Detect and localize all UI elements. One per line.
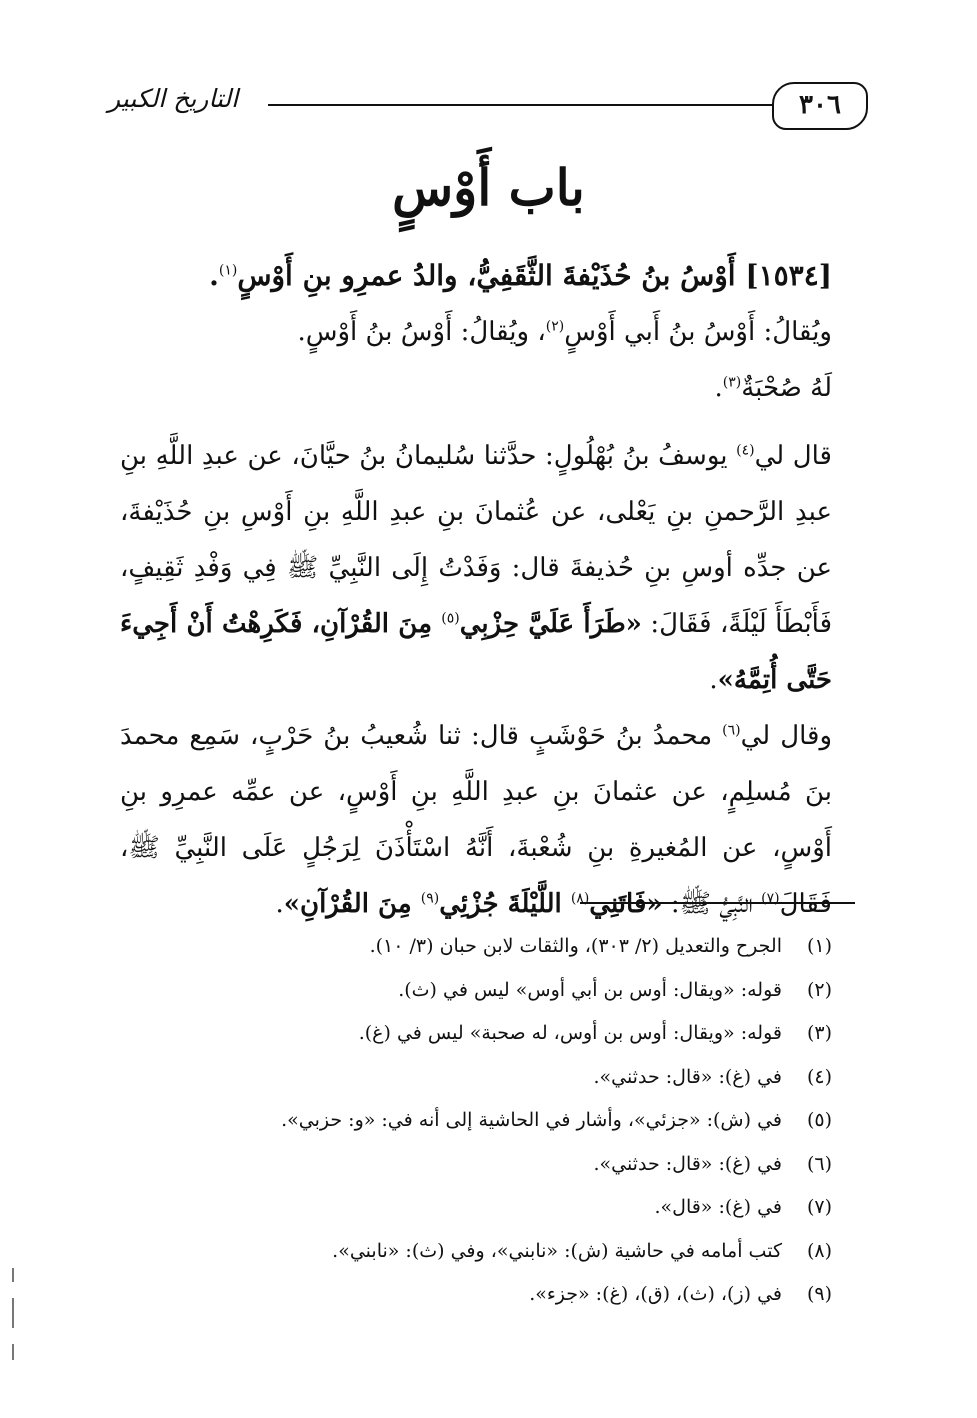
footnotes-list	[120, 925, 832, 1317]
footnote-text: كتب أمامه في حاشية (ش): «نابني»، وفي (ث): «نابني».	[332, 1239, 782, 1262]
entry-name: أَوْسُ بنُ حُذَيْفةَ الثَّقَفِيُّ، والدُ عمرِو بنِ أَوْسٍ	[237, 259, 736, 292]
footnote-number: (٢)	[806, 978, 832, 1001]
scan-mark	[12, 1268, 14, 1282]
spacer	[120, 416, 832, 428]
footnote-text: في (غ): «قال».	[654, 1196, 782, 1218]
footnote-item	[120, 1143, 832, 1187]
footnote-item	[120, 1273, 832, 1317]
footnote-text: قوله: «ويقال: أوس بن أبي أوس» ليس في (ث).	[398, 978, 782, 1001]
footnote-ref[interactable]: (٦)	[722, 722, 741, 739]
hadith-quote: «طَرَأَ عَلَيَّ حِزْبِي	[459, 609, 642, 639]
footnote-item	[120, 1230, 832, 1274]
chapter-title: باب أَوْسٍ	[392, 158, 585, 217]
hadith-quote-2: مِنَ القُرْآنِ، فَكَرِهْتُ أَنْ أَجِيءَ حَتَّى أُتِمَّهُ»	[120, 609, 832, 695]
footnote-number: (٣)	[806, 1022, 832, 1044]
footnote-ref[interactable]: (٥)	[441, 610, 460, 627]
scan-margin-marks	[10, 1268, 14, 1408]
alias-line	[120, 304, 832, 360]
footnote-text: في (غ): «قال: حدثني».	[593, 1065, 782, 1088]
entry-number: [١٥٣٤]	[745, 259, 832, 292]
footnote-text: الجرح والتعديل (٢/ ٣٠٣)، والثقات لابن حبان (٣/ ١٠).	[369, 935, 782, 957]
paragraph-1	[120, 428, 832, 708]
footnote-item	[120, 1056, 832, 1100]
para2-text-1: وقال لي	[740, 721, 832, 751]
main-text	[120, 248, 832, 932]
footnote-text: قوله: «ويقال: أوس بن أوس، له صحبة» ليس في (غ).	[358, 1022, 782, 1044]
footnote-item	[120, 925, 832, 969]
footnote-number: (٨)	[806, 1239, 832, 1262]
entry-heading	[120, 248, 832, 304]
hadith-quote: «فَاتَنِي	[589, 889, 663, 919]
footnote-item	[120, 1186, 832, 1230]
alias-text: ويُقالُ: أَوْسُ بنُ أَبي أَوْسٍ	[564, 317, 832, 347]
paragraph-2	[120, 708, 832, 932]
footnote-number: (٤)	[806, 1065, 832, 1088]
para1-end: .	[709, 665, 718, 695]
footnote-number: (٦)	[806, 1152, 832, 1175]
alias-text-2: ، ويُقالُ: أَوْسُ بنُ أَوْسٍ.	[297, 317, 546, 347]
scan-mark	[12, 1344, 14, 1360]
entry-end: .	[209, 259, 219, 292]
page-number: ٣٠٦	[772, 82, 868, 130]
footnote-number: (٧)	[806, 1196, 832, 1218]
footnote-item	[120, 969, 832, 1013]
sahaba-text: لَهُ صُحْبَةٌ	[741, 373, 832, 403]
footnote-separator	[580, 902, 855, 904]
footnote-text: في (ش): «جزئي»، وأشار في الحاشية إلى أنه في: «و: حزبي».	[281, 1109, 782, 1131]
para2-text-3: النَّبِيُّ ﷺ:	[662, 889, 762, 919]
footnote-ref[interactable]: (٧)	[761, 890, 780, 907]
para2-end: .	[275, 889, 284, 919]
sahaba-end: .	[714, 373, 723, 403]
footnote-number: (٩)	[806, 1283, 832, 1305]
footnote-text: في (ز)، (ث)، (ق)، (غ): «جزء».	[529, 1283, 782, 1305]
para2-text-2: محمدُ بنُ حَوْشَبٍ قال: ثنا شُعيبُ بنُ حَرْبٍ، سَمِع محمدَ بنَ مُسلِمٍ، عن عثمانَ بنِ عبدِ اللَّهِ بنِ أَوْسٍ، عن عمِّه عمرِو بنِ أَوْسٍ، عن المُغيرةِ بنِ شُعْبةَ، أَنَّهُ اسْتَأْذَنَ لِرَجُلٍ عَلَى النَّبِيِّ ﷺ، فَقَالَ	[120, 721, 832, 919]
footnote-ref[interactable]: (٤)	[736, 442, 755, 459]
footnote-item	[120, 1099, 832, 1143]
footnote-ref[interactable]: (٣)	[722, 374, 742, 391]
footnote-number: (١)	[806, 935, 832, 957]
header-rule	[268, 104, 772, 106]
para1-text-1: قال لي	[754, 441, 832, 471]
footnote-ref[interactable]: (١)	[218, 262, 238, 279]
footnote-ref[interactable]: (٨)	[570, 890, 590, 907]
hadith-quote-2: اللَّيْلَةَ جُزْئِي	[439, 889, 571, 919]
footnote-item	[120, 1012, 832, 1056]
footnote-ref[interactable]: (٢)	[545, 318, 565, 335]
hadith-quote-3: مِنَ القُرْآنِ»	[283, 889, 421, 919]
running-title: التاريخ الكبير	[108, 84, 239, 113]
sahaba-line	[120, 360, 832, 416]
scan-mark	[12, 1298, 14, 1328]
page-header	[108, 82, 868, 128]
footnote-ref[interactable]: (٩)	[420, 890, 440, 907]
footnote-number: (٥)	[806, 1109, 832, 1131]
para1-text-2: يوسفُ بنُ بُهْلُولٍ: حدَّثنا سُليمانُ بنُ حيَّانَ، عن عبدِ اللَّهِ بنِ عبدِ الرَّحمنِ بنِ يَعْلى، عن عُثمانَ بنِ عبدِ اللَّهِ بنِ أَوْسِ بنِ حُذَيْفةَ، عن جدِّه أوسِ بنِ حُذيفةَ قال: وَفَدْتُ إِلَى النَّبِيِّ ﷺ فِي وَفْدِ ثَقِيفٍ، فَأَبْطَأَ لَيْلَةً، فَقَالَ:	[120, 441, 833, 639]
footnote-text: في (غ): «قال: حدثني».	[593, 1152, 782, 1175]
